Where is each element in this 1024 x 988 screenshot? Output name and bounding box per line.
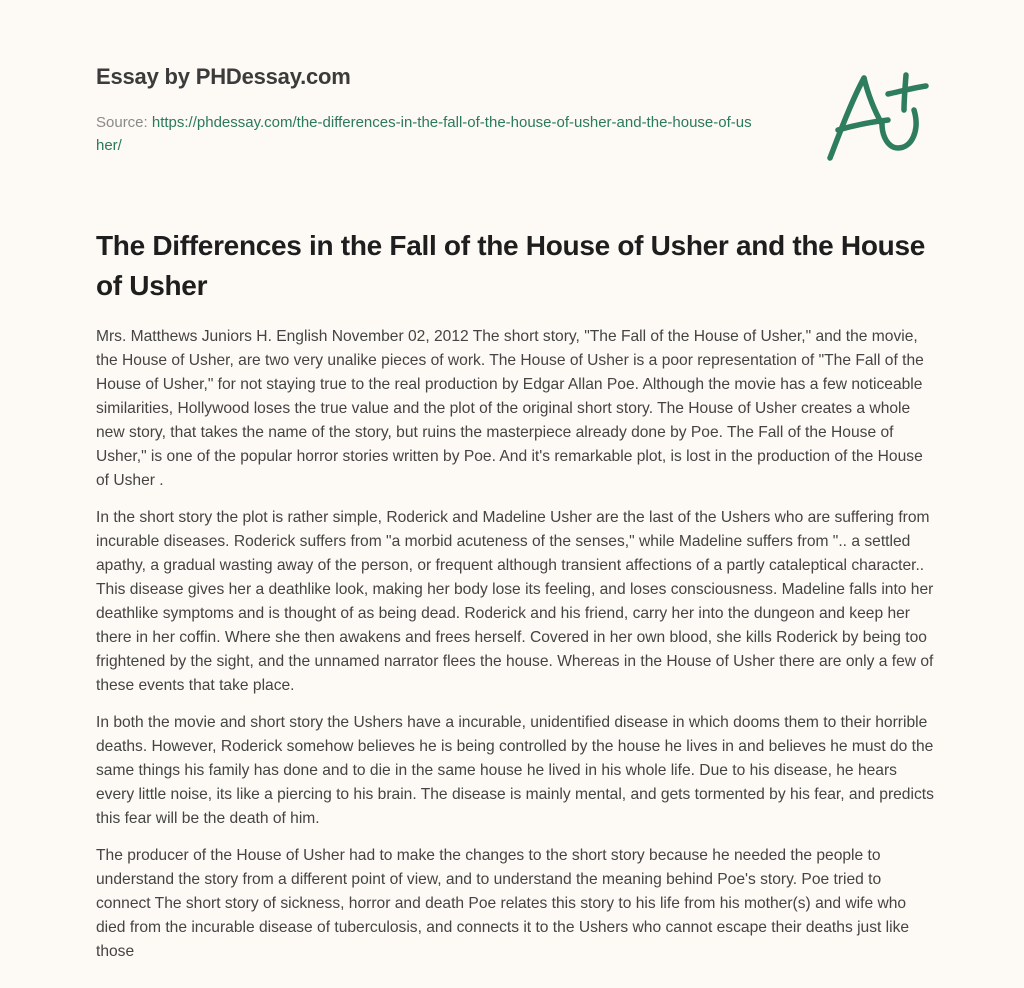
a-plus-grade-icon [822, 70, 932, 170]
essay-body [96, 325, 938, 977]
site-title: Essay by PHDessay.com [96, 64, 351, 89]
essay-paragraph: Mrs. Matthews Juniors H. English November 02, 2012 The short story, "The Fall of the House of Usher," and the movie, the House of Usher, are two very unalike pieces of work. The House of Usher is a poor representation of "The Fall of the House of Usher," for not staying true to the real production by Edgar Allan Poe. Although the movie has a few noticeable similarities, Hollywood loses the true value and the plot of the original short story. The House of Usher creates a whole new story, that takes the name of the story, but ruins the masterpiece already done by Poe. The Fall of the House of Usher," is one of the popular horror stories written by Poe. And it's remarkable plot, is lost in the production of the House of Usher . [96, 328, 924, 489]
source-line [96, 111, 756, 157]
source-label: Source: [96, 114, 152, 131]
essay-paragraph: The producer of the House of Usher had to make the changes to the short story because he needed the people to understand the story from a different point of view, and to understand the meaning behind Poe's story. Poe tried to connect The short story of sickness, horror and death Poe relates this story to his life from his mother(s) and wife who died from the incurable disease of tuberculosis, and connects it to the Ushers who cannot escape their deaths just like those [96, 847, 910, 960]
source-link[interactable]: https://phdessay.com/the-differences-in-the-fall-of-the-house-of-usher-and-the-house-of-usher/ [96, 114, 752, 154]
essay-title: The Differences in the Fall of the House of Usher and the House of Usher [96, 230, 926, 301]
essay-paragraph: In the short story the plot is rather simple, Roderick and Madeline Usher are the last of the Ushers who are suffering from incurable diseases. Roderick suffers from "a morbid acuteness of the senses," while Madeline suffers from ".. a settled apathy, a gradual wasting away of the person, or frequent although transient affections of a partly cataleptical character.. This disease gives her a deathlike look, making her body lose its feeling, and loses consciousness. Madeline falls into her deathlike symptoms and is thought of as being dead. Roderick and his friend, carry her into the dungeon and keep her there in her coffin. Where she then awakens and frees herself. Covered in her own blood, she kills Roderick by being too frightened by the sight, and the unnamed narrator flees the house. Whereas in the House of Usher there are only a few of these events that take place. [96, 509, 934, 694]
essay-paragraph: In both the movie and short story the Ushers have a incurable, unidentified disease in which dooms them to their horrible deaths. However, Roderick somehow believes he is being controlled by the house he lives in and believes he must do the same things his family has done and to die in the same house he lived in his whole life. Due to his disease, he hears every little noise, its like a piercing to his brain. The disease is mainly mental, and gets tormented by his fear, and predicts this fear will be the death of him. [96, 714, 934, 827]
